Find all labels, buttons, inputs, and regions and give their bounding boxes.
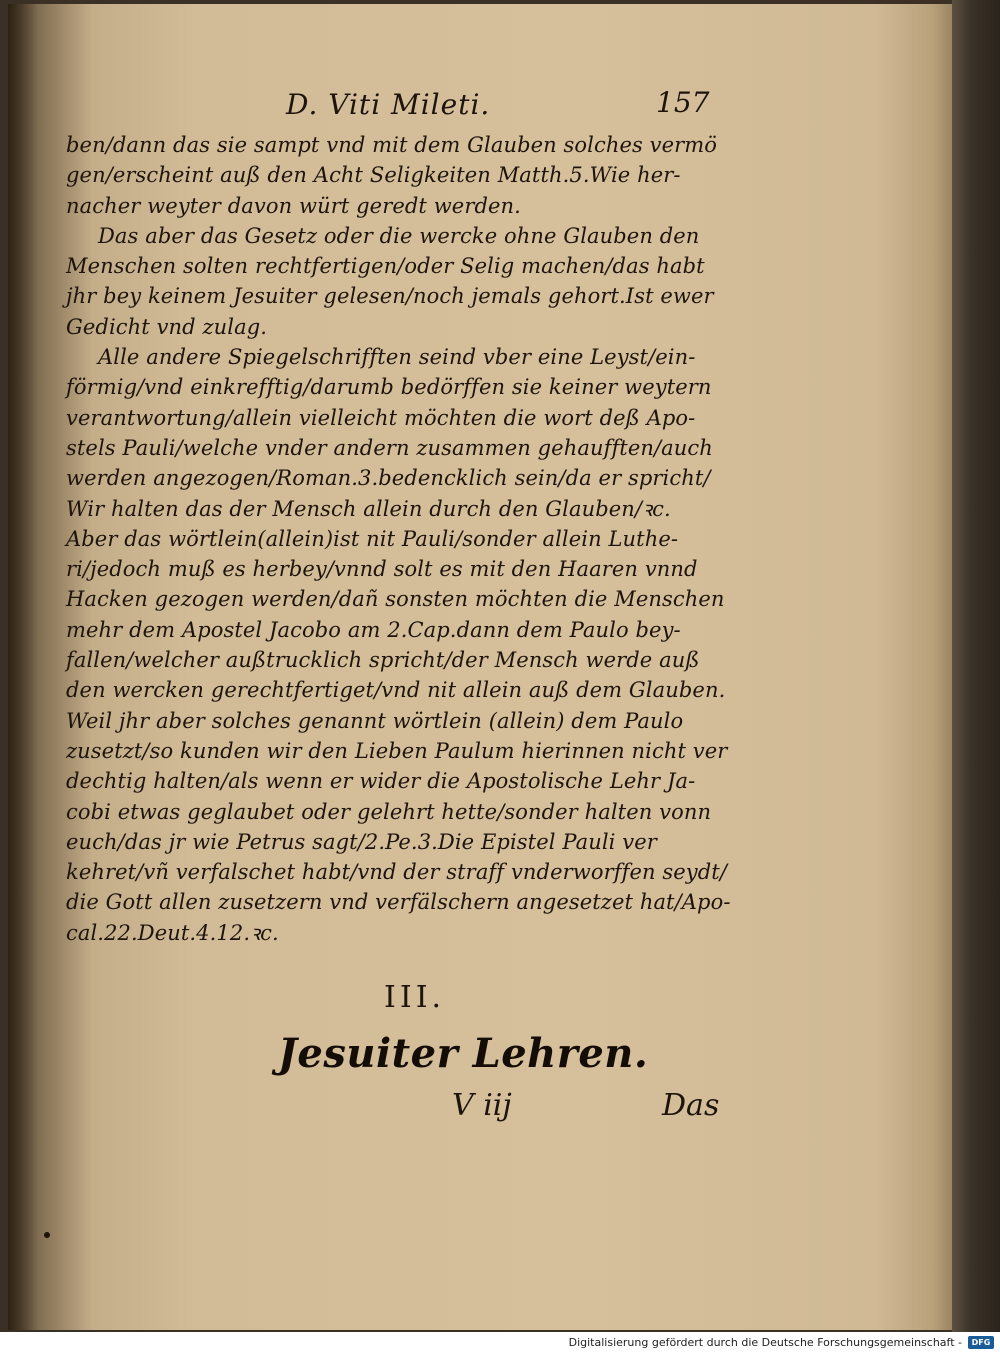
text-line: stels Pauli/welche vnder andern zusammen gehaufften/auch [66, 435, 713, 460]
text-line: fallen/welcher außtrucklich spricht/der Mensch werde auß [66, 648, 700, 673]
text-line: cobi etwas geglaubet oder gelehrt hette/sonder halten vonn [66, 799, 712, 824]
text-line: kehret/vñ verfalschet habt/vnd der straff vnderworffen seydt/ [66, 860, 728, 885]
running-head: D. Viti Mileti. [286, 88, 491, 121]
footer-credit: Digitalisierung gefördert durch die Deutsche Forschungsgemeinschaft - [568, 1336, 962, 1349]
body-text [66, 130, 736, 948]
text-line: Das aber das Gesetz oder die wercke ohne Glauben den [98, 223, 700, 248]
text-line: die Gott allen zusetzern vnd verfälschern angesetzet hat/Apo- [66, 890, 731, 915]
text-line: Alle andere Spiegelschrifften seind vber eine Leyst/ein- [98, 345, 696, 370]
text-line: Aber das wörtlein(allein)ist nit Pauli/sonder allein Luthe- [66, 526, 679, 551]
page-edge [952, 0, 1000, 1332]
margin-dot [44, 1232, 50, 1238]
text-line: verantwortung/allein vielleicht möchten die wort deß Apo- [66, 405, 696, 430]
text-line: gen/erscheint auß den Acht Seligkeiten Matth.5.Wie her- [66, 163, 681, 188]
text-line: Menschen solten rechtfertigen/oder Selig machen/das habt [66, 254, 705, 279]
text-line: den wercken gerechtfertiget/vnd nit allein auß dem Glauben. [66, 678, 726, 703]
spine-shadow [8, 4, 38, 1330]
text-line: cal.22.Deut.4.12.ꝛc. [66, 920, 279, 945]
signature-mark: V iij [452, 1088, 512, 1123]
text-line: Wir halten das der Mensch allein durch den Glauben/ꝛc. [66, 496, 671, 521]
text-line: jhr bey keinem Jesuiter gelesen/noch jemals gehort.Ist ewer [66, 284, 714, 309]
text-line: Gedicht vnd zulag. [66, 314, 268, 339]
text-line: Weil jhr aber solches genannt wörtlein (allein) dem Paulo [66, 708, 684, 733]
text-line: werden angezogen/Roman.3.bedencklich sein/da er spricht/ [66, 466, 711, 491]
section-number: III. [384, 980, 446, 1015]
dfg-logo-icon: DFG [968, 1336, 994, 1349]
page-header [66, 86, 736, 130]
footer-bar [0, 1332, 1000, 1354]
text-line: förmig/vnd einkrefftig/darumb bedörffen sie keiner weytern [66, 375, 712, 400]
text-line: ri/jedoch muß es herbey/vnnd solt es mit den Haaren vnnd [66, 557, 698, 582]
text-line: euch/das jr wie Petrus sagt/2.Pe.3.Die Epistel Pauli ver [66, 829, 657, 854]
text-line: dechtig halten/als wenn er wider die Apostolische Lehr Ja- [66, 769, 696, 794]
text-line: zusetzt/so kunden wir den Lieben Paulum hierinnen nicht ver [66, 738, 728, 763]
section-title: Jesuiter Lehren. [278, 1030, 649, 1077]
text-line: ben/dann das sie sampt vnd mit dem Glauben solches vermö [66, 133, 718, 157]
text-line: nacher weyter davon würt geredt werden. [66, 193, 521, 218]
page-text [66, 86, 736, 948]
page-number: 157 [656, 86, 710, 119]
catchword: Das [662, 1088, 720, 1123]
text-line: Hacken gezogen werden/dañ sonsten möchten die Menschen [66, 587, 725, 612]
text-line: mehr dem Apostel Jacobo am 2.Cap.dann dem Paulo bey- [66, 617, 681, 642]
